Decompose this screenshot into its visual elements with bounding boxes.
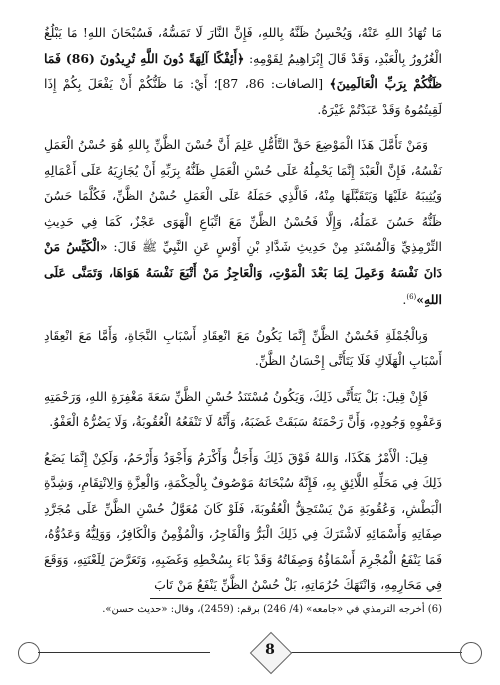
footnote-divider — [150, 598, 442, 599]
page-footer-frame — [18, 632, 482, 672]
footnote: (6) أخرجه الترمذي في «جامعه» (4/ 246) برقم: (2459)، وقال: «حديث حسن». — [102, 604, 442, 615]
ornament-icon — [460, 642, 482, 664]
body-text — [44, 20, 442, 598]
footer-rule-left — [38, 652, 210, 653]
paragraph: وَبِالْجُمْلَةِ فَحُسْنُ الظَّنِّ إِنَّمَا يَكُونُ مَعَ انْعِقَادِ أَسْبَابِ النَّجَاةِ، وَأَمَّا مَعَ انْعِقَادِ أَسْبَابِ الْهَلَاكِ فَلَا يَتَأَتَّى إِحْسَانُ الظَّنِّ. — [44, 327, 442, 369]
paragraph: قِيلَ: الْأَمْرُ هَكَذَا، وَاللهُ فَوْقَ ذَلِكَ وَأَجَلُّ وَأَكْرَمُ وَأَجْوَدُ وَأَرْحَمُ، وَلَكِنْ إِنَّمَا يَضَعُ ذَلِكَ فِي مَحَلِّهِ اللَّائِقِ بِهِ، فَإِنَّهُ سُبْحَانَهُ مَوْصُوفٌ بِالْحِكْمَةِ، وَالْعِزَّةِ وَالِانْتِقَامِ، وَشِدَّةِ الْبَطْشِ، وَعُقُوبَةِ مَنْ يَسْتَحِقُّ الْعُقُوبَةَ، فَلَوْ كَانَ مُعَوَّلُ حُسْنِ الظَّنِّ عَلَى مُجَرَّدِ صِفَاتِهِ وَأَسْمَائِهِ لَاشْتَرَكَ فِي ذَلِكَ الْبَرُّ وَالْفَاجِرُ، وَالْمُؤْمِنُ وَالْكَافِرُ، وَوَلِيُّهُ وَعَدُوُّهُ، فَمَا يَنْفَعُ الْمُجْرِمَ أَسْمَاؤُهُ وَصِفَاتُهُ وَقَدْ بَاءَ بِسُخْطِهِ وَغَضَبِهِ، وَتَعَرَّضَ لِلَعْنَتِهِ، وَوَقَعَ فِي مَحَارِمِهِ، وَانْتَهَكَ حُرُمَاتِهِ، بَلْ حُسْنُ الظَّنِّ يَنْفَعُ مَنْ تَابَ — [44, 449, 442, 593]
quran-verse: ﴿أَئِفْكًا آلِهَةً دُونَ اللَّهِ تُرِيدُونَ (86) فَمَا ظَنُّكُمْ بِرَبِّ الْعَالَمِينَ﴾ — [44, 50, 442, 91]
ornament-icon — [18, 642, 40, 664]
page-number-badge — [250, 632, 290, 672]
paragraph: مَا تُهَادُ اللهِ عَنْهُ، وَيُحْسِنُ ظَنَّهُ بِاللهِ، فَإِنَّ النَّارَ لَا تَمَسُّهُ، فَسُبْحَانَ اللهِ! مَا يَبْلُغُ الْغُرُورُ بِالْعَبْدِ، وَقَدْ قَالَ إِبْرَاهِيمُ لِقَوْمِهِ: ﴿أَئِفْكًا آلِهَةً دُونَ اللَّهِ تُرِيدُونَ (86) فَمَا ظَنُّكُمْ بِرَبِّ الْعَالَمِينَ﴾ [الصافات: 86، 87]؛ أَيْ: مَا ظَنُّكُمْ أَنْ يَفْعَلَ بِكُمْ إِذَا لَقِيتُمُوهُ وَقَدْ عَبَدْتُمْ غَيْرَهُ. — [44, 25, 442, 117]
verse-citation: [الصافات: 86، 87]؛ أَيْ: مَا ظَنُّكُمْ أَنْ يَفْعَلَ بِكُمْ إِذَا لَقِيتُمُوهُ وَقَدْ عَبَدْتُمْ غَيْرَهُ. — [44, 76, 442, 117]
hadith-quote: «الْكَيِّسُ مَنْ دَانَ نَفْسَهُ وَعَمِلَ لِمَا بَعْدَ الْمَوْتِ، وَالْعَاجِزُ مَنْ أَتْبَعَ نَفْسَهُ هَوَاهَا، وَتَمَنَّى عَلَى اللهِ» — [44, 239, 442, 308]
paragraph: فَإِنْ قِيلَ: بَلْ يَتَأَتَّى ذَلِكَ، وَيَكُونُ مُسْتَنَدُ حُسْنِ الظَّنِّ سَعَةَ مَغْفِرَةِ اللهِ، وَرَحْمَتِهِ وَعَفْوِهِ وَجُودِهِ، وَأَنَّ رَحْمَتَهُ سَبَقَتْ غَضَبَهُ، وَأَنَّهُ لَا تَنْفَعُهُ الْعُقُوبَةُ، وَلَا يَضُرُّهُ الْعَفْوُ. — [44, 388, 442, 430]
footer-rule-right — [290, 652, 462, 653]
paragraph: وَمَنْ تَأَمَّلَ هَذَا الْمَوْضِعَ حَقَّ التَّأَمُّلِ عَلِمَ أَنَّ حُسْنَ الظَّنِّ بِاللهِ هُوَ حُسْنُ الْعَمَلِ نَفْسُهُ، فَإِنَّ الْعَبْدَ إِنَّمَا يَحْمِلُهُ عَلَى حُسْنِ الْعَمَلِ ظَنُّهُ بِرَبِّهِ أَنْ يُجَازِيَهُ عَلَى أَعْمَالِهِ وَيُثِيبَهُ عَلَيْهَا وَيَتَقَبَّلَهَا مِنْهُ، فَالَّذِي حَمَلَهُ عَلَى الْعَمَلِ حُسْنُ الظَّنِّ، فَكُلَّمَا حَسُنَ ظَنُّهُ حَسُنَ عَمَلُهُ، وَإِلَّا فَحُسْنُ الظَّنِّ مَعَ اتِّبَاعِ الْهَوَى عَجْزٌ، كَمَا فِي حَدِيثِ التِّرْمِذِيِّ وَالْمُسْنَدِ مِنْ حَدِيثِ شَدَّادِ بْنِ أَوْسٍ عَنِ النَّبِيِّ ﷺ قَالَ: «الْكَيِّسُ مَنْ دَانَ نَفْسَهُ وَعَمِلَ لِمَا بَعْدَ الْمَوْتِ، وَالْعَاجِزُ مَنْ أَتْبَعَ نَفْسَهُ هَوَاهَا، وَتَمَنَّى عَلَى اللهِ»$^{(6)}$. — [44, 137, 442, 308]
footnote-ref[interactable]: (6) — [406, 293, 417, 301]
page-number: 8 — [265, 642, 275, 658]
